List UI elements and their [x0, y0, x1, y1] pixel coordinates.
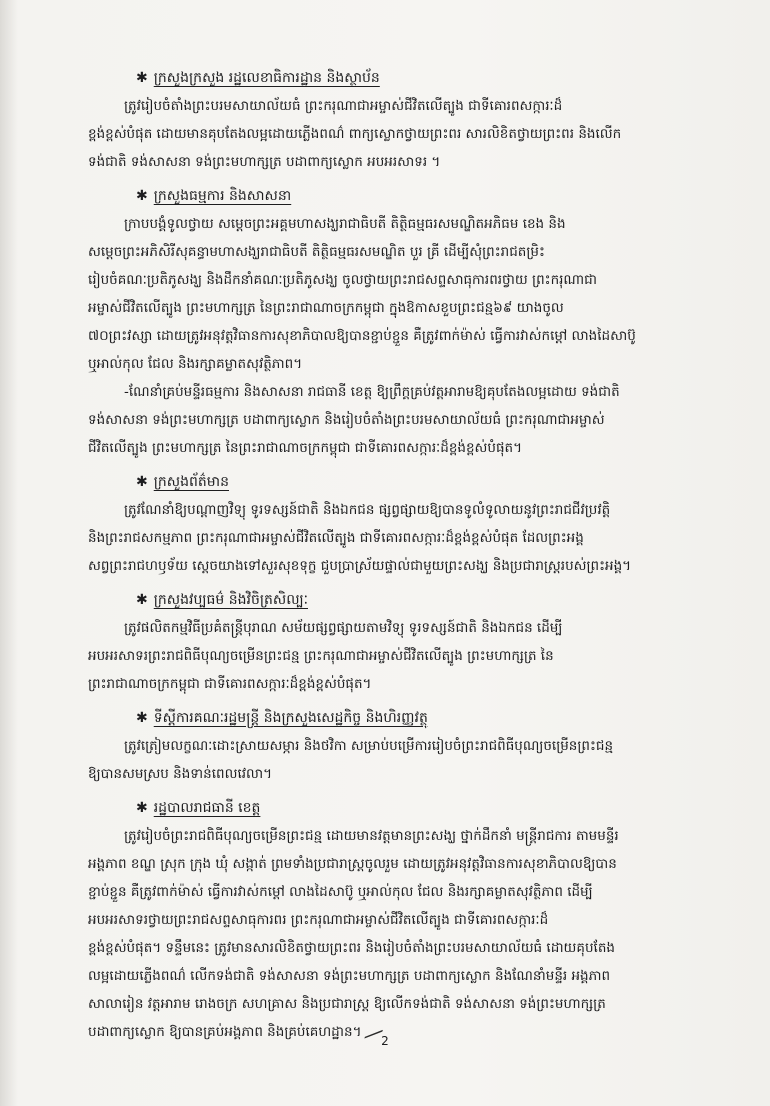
- text-line: និងព្រះរាជសកម្មភាព ព្រះករុណាជាអម្ចាស់ជីវិតលើត្បូង ជាទីគោរពសក្ការៈដ៏ខ្ពង់ខ្ពស់បំផុត ដែលព្រះអង្គ: [88, 530, 584, 546]
- page-number: 2: [381, 1034, 389, 1048]
- section-heading: ✱ ក្រសួងក្រសួង រដ្ឋលេខាធិការដ្ឋាន និងស្ថាប័ន: [136, 70, 380, 86]
- paragraph: [88, 210, 710, 378]
- text-line: ត្រូវត្រៀមលក្ខណៈដោះស្រាយសម្ភារ និងថវិកា សម្រាប់បម្រើការរៀបចំព្រះរាជពិធីបុណ្យចម្រើនព្រះជន្ម: [124, 738, 614, 754]
- section-council-finance: [88, 704, 710, 788]
- text-line: ត្រូវរៀបចំព្រះរាជពិធីបុណ្យចម្រើនព្រះជន្ម ដោយមានវត្តមានព្រះសង្ឃ ថ្នាក់ដឹកនាំ មន្ត្រីរាជការ តាមមន្ទីរ: [124, 828, 619, 844]
- paragraph: [88, 732, 710, 788]
- text-line: ជីវិតលើត្បូង ព្រះមហាក្សត្រ នៃព្រះរាជាណាចក្រកម្ពុជា ជាទីគោរពសក្ការៈដ៏ខ្ពង់ខ្ពស់បំផុត។: [88, 440, 522, 456]
- paragraph: [88, 614, 710, 698]
- text-line: ទង់សាសនា ទង់ព្រះមហាក្សត្រ បដាពាក្យស្លោក និងរៀបចំតាំងព្រះបរមសាយាល័យធំ ព្រះករុណាជាអម្ចាស់: [88, 412, 605, 428]
- star-bullet-icon: ✱: [136, 800, 148, 816]
- text-line: ត្រូវផលិតកម្មវិធីប្រគំតន្ត្រីបុរាណ សម័យផ្សព្វផ្សាយតាមវិទ្យុ ទូរទស្សន៍ជាតិ និងឯកជន ដើម្បី: [124, 620, 563, 636]
- text-line: អបអរសាទរព្រះរាជពិធីបុណ្យចម្រើនព្រះជន្ម ព្រះករុណាជាអម្ចាស់ជីវិតលើត្បូង ព្រះមហាក្សត្រ នៃ: [88, 648, 554, 664]
- text-line: អបអរសាទរថ្វាយព្រះរាជសព្ទសាធុការពរ ព្រះករុណាជាអម្ចាស់ជីវិតលើត្បូង ជាទីគោរពសក្ការៈដ៏: [88, 912, 549, 928]
- text-line: អម្ចាស់ជីវិតលើត្បូង ព្រះមហាក្សត្រ នៃព្រះរាជាណាចក្រកម្ពុជា ក្នុងឱកាសខួបព្រះជន្ម៦៩ យាងចូល: [88, 300, 564, 316]
- section-information: [88, 468, 710, 580]
- text-line: សាលារៀន វត្តអារាម រោងចក្រ សហគ្រាស និងប្រជារាស្ត្រ ឱ្យលើកទង់ជាតិ ទង់សាសនា ទង់ព្រះមហាក្សត្រ: [88, 996, 606, 1012]
- text-line: អង្គភាព ខណ្ឌ ស្រុក ក្រុង ឃុំ សង្កាត់ ព្រមទាំងប្រជារាស្ត្រចូលរួម ដោយត្រូវអនុវត្តវិធានការសុខាភិបាលឱ្យបាន: [88, 856, 617, 872]
- section-heading: ✱ រដ្ឋបាលរាជធានី ខេត្ត: [136, 800, 261, 816]
- section-heading: ✱ ក្រសួងវប្បធម៌ និងវិចិត្រសិល្បៈ: [136, 592, 308, 608]
- text-line: សម្ដេចព្រះអភិសិរីសុគន្ធាមហាសង្ឃរាជាធិបតី តិត្ថិធម្មធរសមណ្ឌិត បួរ គ្រី ដើម្បីសុំព្រះរាជតម្រិះ: [88, 244, 545, 260]
- star-bullet-icon: ✱: [136, 710, 148, 726]
- star-bullet-icon: ✱: [136, 592, 148, 608]
- text-line: ក្រាបបង្គំទូលថ្វាយ សម្ដេចព្រះអគ្គមហាសង្ឃរាជាធិបតី តិត្ថិធម្មធរសមណ្ឌិតអភិធម ខេង និង: [124, 216, 566, 232]
- text-line: ព្រះរាជាណាចក្រកម្ពុជា ជាទីគោរពសក្ការៈដ៏ខ្ពង់ខ្ពស់បំផុត។: [88, 676, 372, 692]
- section-culture-arts: [88, 586, 710, 698]
- text-line: ឱ្យបានសមស្រប និងទាន់ពេលវេលា។: [88, 766, 273, 782]
- text-line: ខ្ពង់ខ្ពស់បំផុត។ ទន្ទឹមនេះ ត្រូវមានសារលិខិតថ្វាយព្រះពរ និងរៀបចំតាំងព្រះបរមសាយាល័យធំ ដោយគុបតែង: [88, 940, 615, 956]
- section-heading: ✱ ក្រសួងព័ត៌មាន: [136, 474, 229, 490]
- section-capital-provinces: [88, 794, 710, 1046]
- text-line: ត្រូវរៀបចំតាំងព្រះបរមសាយាល័យធំ ព្រះករុណាជាអម្ចាស់ជីវិតលើត្បូង ជាទីគោរពសក្ការៈដ៏: [124, 98, 563, 114]
- text-line: ខ្ពង់ខ្ពស់បំផុត ដោយមានគុបតែងលម្អដោយភ្លើងពណ៌ ពាក្យស្លោកថ្វាយព្រះពរ សារលិខិតថ្វាយព្រះពរ និងលើក: [88, 126, 622, 142]
- text-line: -ណែនាំគ្រប់មន្ទីរធម្មការ និងសាសនា រាជធានី ខេត្ត ឱ្យព្រឹក្គគ្រប់វត្តអារាមឱ្យគុបតែងលម្អដោយ ទង់ជាតិ: [124, 384, 620, 400]
- text-line: រៀបចំគណៈប្រតិភូសង្ឃ និងដឹកនាំគណៈប្រតិភូសង្ឃ ចូលថ្វាយព្រះរាជសព្ទសាធុការពរថ្វាយ ព្រះករុណាជា: [88, 272, 598, 288]
- text-line: បដាពាក្យស្លោក ឱ្យបានគ្រប់អង្គភាព និងគ្រប់គេហដ្ឋាន។: [88, 1018, 710, 1046]
- text-line: លម្អដោយភ្លើងពណ៌ លើកទង់ជាតិ ទង់សាសនា ទង់ព្រះមហាក្សត្រ បដាពាក្យស្លោក និងណែនាំមន្ទីរ អង្គភាព: [88, 968, 611, 984]
- paragraph: [88, 822, 710, 1046]
- star-bullet-icon: ✱: [136, 70, 148, 86]
- section-ministries: [88, 64, 710, 176]
- star-bullet-icon: ✱: [136, 474, 148, 490]
- section-heading: ✱ ក្រសួងធម្មការ និងសាសនា: [136, 188, 292, 204]
- section-cults-religion: [88, 182, 710, 462]
- text-line: សព្វព្រះរាជហឫទ័យ ស្ដេចយាងទៅសួរសុខទុក្ខ ជួបប្រាស្រ័យផ្ទាល់ជាមួយព្រះសង្ឃ និងប្រជារាស្ត្ររបស់ព្រះអង្គ។: [88, 558, 632, 574]
- paragraph: [88, 496, 710, 580]
- text-line: ឬអាល់កុល ជែល និងរក្សាគម្លាតសុវត្ថិភាព។: [88, 356, 303, 372]
- text-line: ទង់ជាតិ ទង់សាសនា ទង់ព្រះមហាក្សត្រ បដាពាក្យស្លោក អបអរសាទរ ។: [88, 154, 441, 170]
- star-bullet-icon: ✱: [136, 188, 148, 204]
- text-line: ត្រូវណែនាំឱ្យបណ្ដាញវិទ្យុ ទូរទស្សន៍ជាតិ និងឯកជន ផ្សព្វផ្សាយឱ្យបានទូលំទូលាយនូវព្រះរាជជីវប្រវត្តិ: [124, 502, 611, 518]
- text-line: ៧០ព្រះវស្សា ដោយត្រូវអនុវត្តវិធានការសុខាភិបាលឱ្យបានខ្ជាប់ខ្ជួន គឺត្រូវពាក់ម៉ាស់ ធ្វើការវាស់កម្ដៅ លាងដៃសាប៊ូ: [88, 328, 636, 344]
- paragraph: [88, 92, 710, 176]
- paragraph: [88, 378, 710, 462]
- section-heading: ✱ ទីស្ដីការគណៈរដ្ឋមន្ត្រី និងក្រសួងសេដ្ឋកិច្ច និងហិរញ្ញវត្ថុ: [136, 710, 428, 726]
- text-line: ខ្ជាប់ខ្ជួន គឺត្រូវពាក់ម៉ាស់ ធ្វើការវាស់កម្ដៅ លាងដៃសាប៊ូ ឬអាល់កុល ជែល និងរក្សាគម្លាតសុវត្ថិភាព ដើម្បី: [88, 884, 593, 900]
